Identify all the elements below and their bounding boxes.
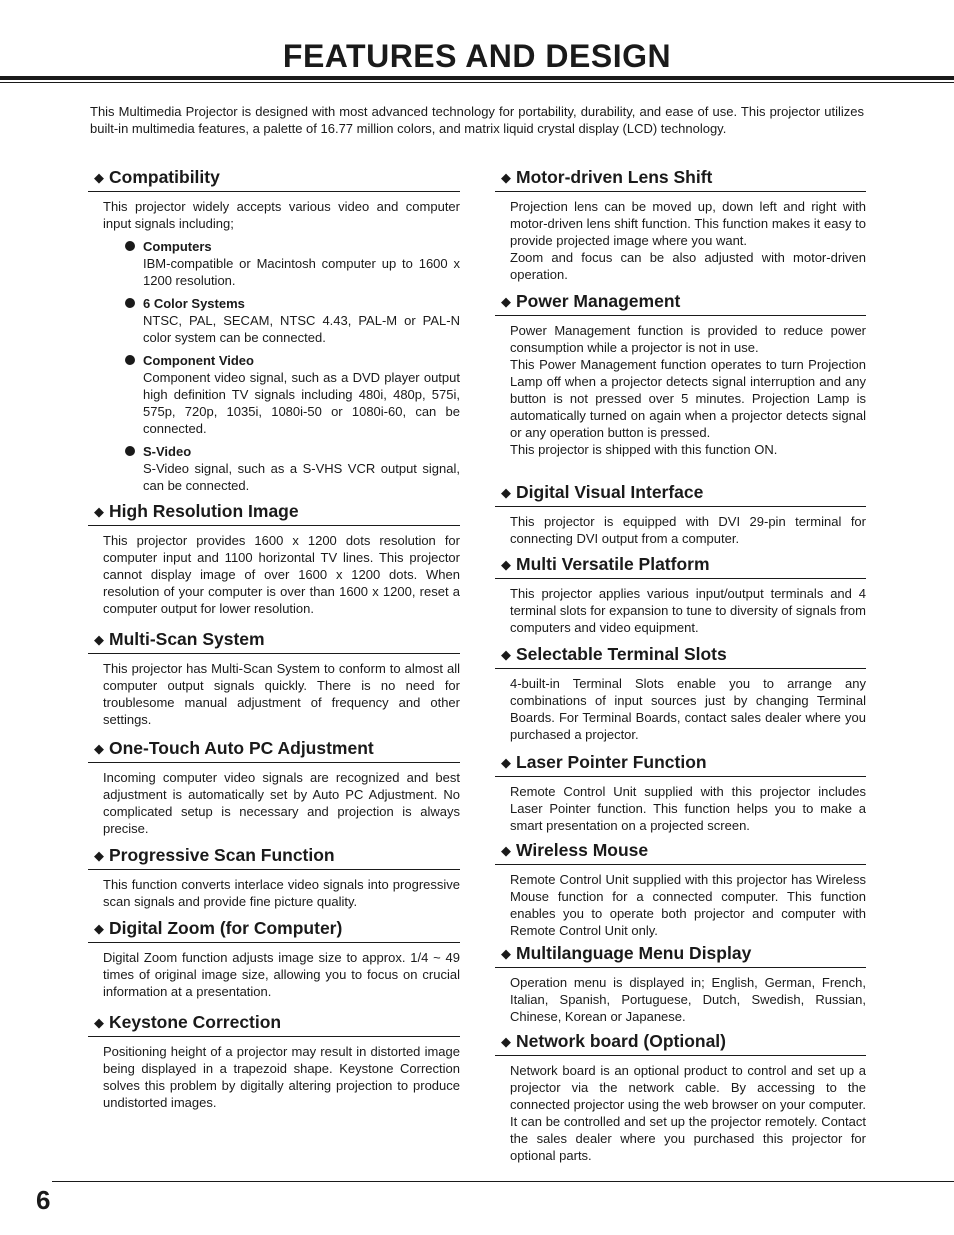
section-selectable-terminal-slots (495, 643, 866, 743)
diamond-bullet-icon: ◆ (501, 557, 511, 572)
section-heading (88, 917, 460, 943)
bullet-text: S-Video signal, such as a S-VHS VCR output signal, can be connected. (143, 461, 460, 493)
diamond-bullet-icon: ◆ (94, 741, 104, 756)
bullet-dot-icon (125, 298, 135, 308)
bullet-item (125, 295, 460, 346)
section-multi-scan-system (88, 628, 460, 728)
bullet-title: Component Video (143, 353, 254, 368)
section-paragraph: Projection lens can be moved up, down left and right with motor-driven lens shift function. This function makes it easy to provide projected image where you want. (510, 199, 866, 248)
diamond-bullet-icon: ◆ (501, 843, 511, 858)
bullet-list (125, 238, 460, 494)
bullet-item (125, 352, 460, 437)
section-heading-text: Motor-driven Lens Shift (516, 167, 713, 187)
diamond-bullet-icon: ◆ (94, 504, 104, 519)
section-heading-text: Selectable Terminal Slots (516, 644, 727, 664)
diamond-bullet-icon: ◆ (501, 647, 511, 662)
section-paragraph: This projector is shipped with this function ON. (510, 442, 778, 457)
section-body (510, 783, 866, 834)
section-progressive-scan-function (88, 844, 460, 910)
section-paragraph: Power Management function is provided to reduce power consumption while a projector is not in use. (510, 323, 866, 355)
section-compatibility (88, 166, 460, 500)
intro-paragraph: This Multimedia Projector is designed with most advanced technology for portability, durability, and ease of use. This projector utilizes built-in multimedia features, a palette of 16.77 million colors, and matrix liquid crystal display (LCD) technology. (90, 104, 864, 136)
section-paragraph: This projector provides 1600 x 1200 dots resolution for computer input and 1100 horizontal TV lines. This projector cannot display image of over 1600 x 1200 dots. When resolution of your computer is over than 1600 x 1200, reset a computer output for lower resolution. (103, 533, 460, 616)
bullet-text: Component video signal, such as a DVD player output high definition TV signals including 480i, 480p, 575i, 575p, 720p, 1035i, 1080i-50 or 1080i-60, can be connected. (143, 370, 460, 436)
section-heading (88, 166, 460, 192)
section-heading-text: Keystone Correction (109, 1012, 282, 1032)
section-heading (88, 500, 460, 526)
section-heading (495, 290, 866, 316)
diamond-bullet-icon: ◆ (94, 632, 104, 647)
section-heading (495, 942, 866, 968)
section-paragraph: Digital Zoom function adjusts image size to approx. 1/4 ~ 49 times of original image size, allowing you to focus on crucial information at a presentation. (103, 950, 460, 999)
section-body (510, 675, 866, 743)
diamond-bullet-icon: ◆ (501, 485, 511, 500)
section-laser-pointer-function (495, 751, 866, 834)
section-heading (88, 844, 460, 870)
section-motor-driven-lens-shift (495, 166, 866, 283)
section-paragraph: This projector widely accepts various video and computer input signals including; (103, 199, 460, 231)
section-body (103, 532, 460, 617)
bullet-title: 6 Color Systems (143, 296, 245, 311)
title-rule-thin (0, 82, 954, 83)
section-multi-versatile-platform (495, 553, 866, 636)
diamond-bullet-icon: ◆ (94, 921, 104, 936)
section-body (103, 660, 460, 728)
bullet-item (125, 443, 460, 494)
section-paragraph: Network board is an optional product to control and set up a projector via the network cable. By accessing to the connected projector using the web browser on your computer. It can be controlled and set up the projector remotely. Contact the sales dealer where you purchased this projector for optional parts. (510, 1063, 866, 1163)
section-heading (495, 1030, 866, 1056)
section-heading (495, 166, 866, 192)
section-heading-text: Multi Versatile Platform (516, 554, 710, 574)
section-heading (495, 553, 866, 579)
section-body (510, 974, 866, 1025)
diamond-bullet-icon: ◆ (501, 170, 511, 185)
section-body (510, 322, 866, 458)
section-body (103, 876, 460, 910)
section-heading-text: Digital Visual Interface (516, 482, 704, 502)
section-heading (88, 1011, 460, 1037)
diamond-bullet-icon: ◆ (501, 755, 511, 770)
bullet-item (125, 238, 460, 289)
section-heading (88, 628, 460, 654)
section-wireless-mouse (495, 839, 866, 939)
bullet-title: S-Video (143, 444, 192, 459)
footer-rule (52, 1181, 954, 1182)
section-paragraph: This projector is equipped with DVI 29-pin terminal for connecting DVI output from a computer. (510, 514, 866, 546)
section-heading (88, 737, 460, 763)
title-rule-thick (0, 76, 954, 80)
bullet-dot-icon (125, 241, 135, 251)
section-heading (495, 839, 866, 865)
section-body (510, 513, 866, 547)
section-heading-text: High Resolution Image (109, 501, 299, 521)
section-paragraph: This Power Management function operates to turn Projection Lamp off when a projector detects signal interruption and any button is not pressed over 5 minutes. Projection Lamp is automatically turned on again when a projector detects signal or any operation button is pressed. (510, 357, 866, 440)
diamond-bullet-icon: ◆ (94, 848, 104, 863)
section-heading-text: Power Management (516, 291, 681, 311)
section-digital-zoom-for-computer (88, 917, 460, 1000)
section-heading (495, 751, 866, 777)
section-body (510, 871, 866, 939)
diamond-bullet-icon: ◆ (94, 1015, 104, 1030)
section-body (510, 1062, 866, 1164)
section-paragraph: Incoming computer video signals are recognized and best adjustment is automatically set by Auto PC Adjustment. No complicated setup is necessary and projection is always precise. (103, 770, 460, 836)
section-body (103, 1043, 460, 1111)
section-heading-text: Multi-Scan System (109, 629, 265, 649)
section-keystone-correction (88, 1011, 460, 1111)
section-paragraph: This projector has Multi-Scan System to conform to almost all computer output signals quickly. There is no need for troublesome manual adjustment of frequency and other settings. (103, 661, 460, 727)
section-heading-text: One-Touch Auto PC Adjustment (109, 738, 374, 758)
section-body (103, 198, 460, 494)
section-body (103, 949, 460, 1000)
diamond-bullet-icon: ◆ (501, 946, 511, 961)
bullet-dot-icon (125, 355, 135, 365)
section-paragraph: Zoom and focus can be also adjusted with motor-driven operation. (510, 250, 866, 282)
bullet-title: Computers (143, 239, 212, 254)
section-heading-text: Laser Pointer Function (516, 752, 707, 772)
diamond-bullet-icon: ◆ (501, 1034, 511, 1049)
section-heading-text: Network board (Optional) (516, 1031, 726, 1051)
diamond-bullet-icon: ◆ (501, 294, 511, 309)
section-paragraph: This function converts interlace video signals into progressive scan signals and provide fine picture quality. (103, 877, 460, 909)
bullet-dot-icon (125, 446, 135, 456)
section-digital-visual-interface (495, 481, 866, 547)
section-high-resolution-image (88, 500, 460, 617)
section-paragraph: Remote Control Unit supplied with this projector includes Laser Pointer function. This function helps you to make a smart presentation on a projected screen. (510, 784, 866, 833)
bullet-text: IBM-compatible or Macintosh computer up to 1600 x 1200 resolution. (143, 256, 460, 288)
section-heading-text: Compatibility (109, 167, 220, 187)
section-paragraph: This projector applies various input/output terminals and 4 terminal slots for expansion to tune to diversity of signals from computers and video equipment. (510, 586, 866, 635)
section-network-board-optional (495, 1030, 866, 1164)
bullet-text: NTSC, PAL, SECAM, NTSC 4.43, PAL-M or PAL-N color system can be connected. (143, 313, 460, 345)
section-paragraph: Positioning height of a projector may result in distorted image being displayed in a trapezoid shape. Keystone Correction solves this problem by digitally altering projection to produce undistorted images. (103, 1044, 460, 1110)
section-body (510, 585, 866, 636)
section-one-touch-auto-pc-adjustment (88, 737, 460, 837)
diamond-bullet-icon: ◆ (94, 170, 104, 185)
section-body (510, 198, 866, 283)
section-heading-text: Multilanguage Menu Display (516, 943, 752, 963)
section-heading (495, 481, 866, 507)
section-heading (495, 643, 866, 669)
section-paragraph: Operation menu is displayed in; English, German, French, Italian, Spanish, Portuguese, Dutch, Swedish, Russian, Chinese, Korean or Japanese. (510, 975, 866, 1024)
section-body (103, 769, 460, 837)
section-paragraph: Remote Control Unit supplied with this projector has Wireless Mouse function for a connected computer. This function enables you to operate both projector and computer with Remote Control Unit only. (510, 872, 866, 938)
page-title: FEATURES AND DESIGN (282, 38, 672, 74)
section-heading-text: Progressive Scan Function (109, 845, 335, 865)
section-heading-text: Wireless Mouse (516, 840, 649, 860)
section-multilanguage-menu-display (495, 942, 866, 1025)
section-paragraph: 4-built-in Terminal Slots enable you to arrange any combinations of input sources just by changing Terminal Boards. For Terminal Boards, contact sales dealer where you purchased a projector. (510, 676, 866, 742)
page-number: 6 (36, 1185, 51, 1215)
section-power-management (495, 290, 866, 458)
section-heading-text: Digital Zoom (for Computer) (109, 918, 343, 938)
